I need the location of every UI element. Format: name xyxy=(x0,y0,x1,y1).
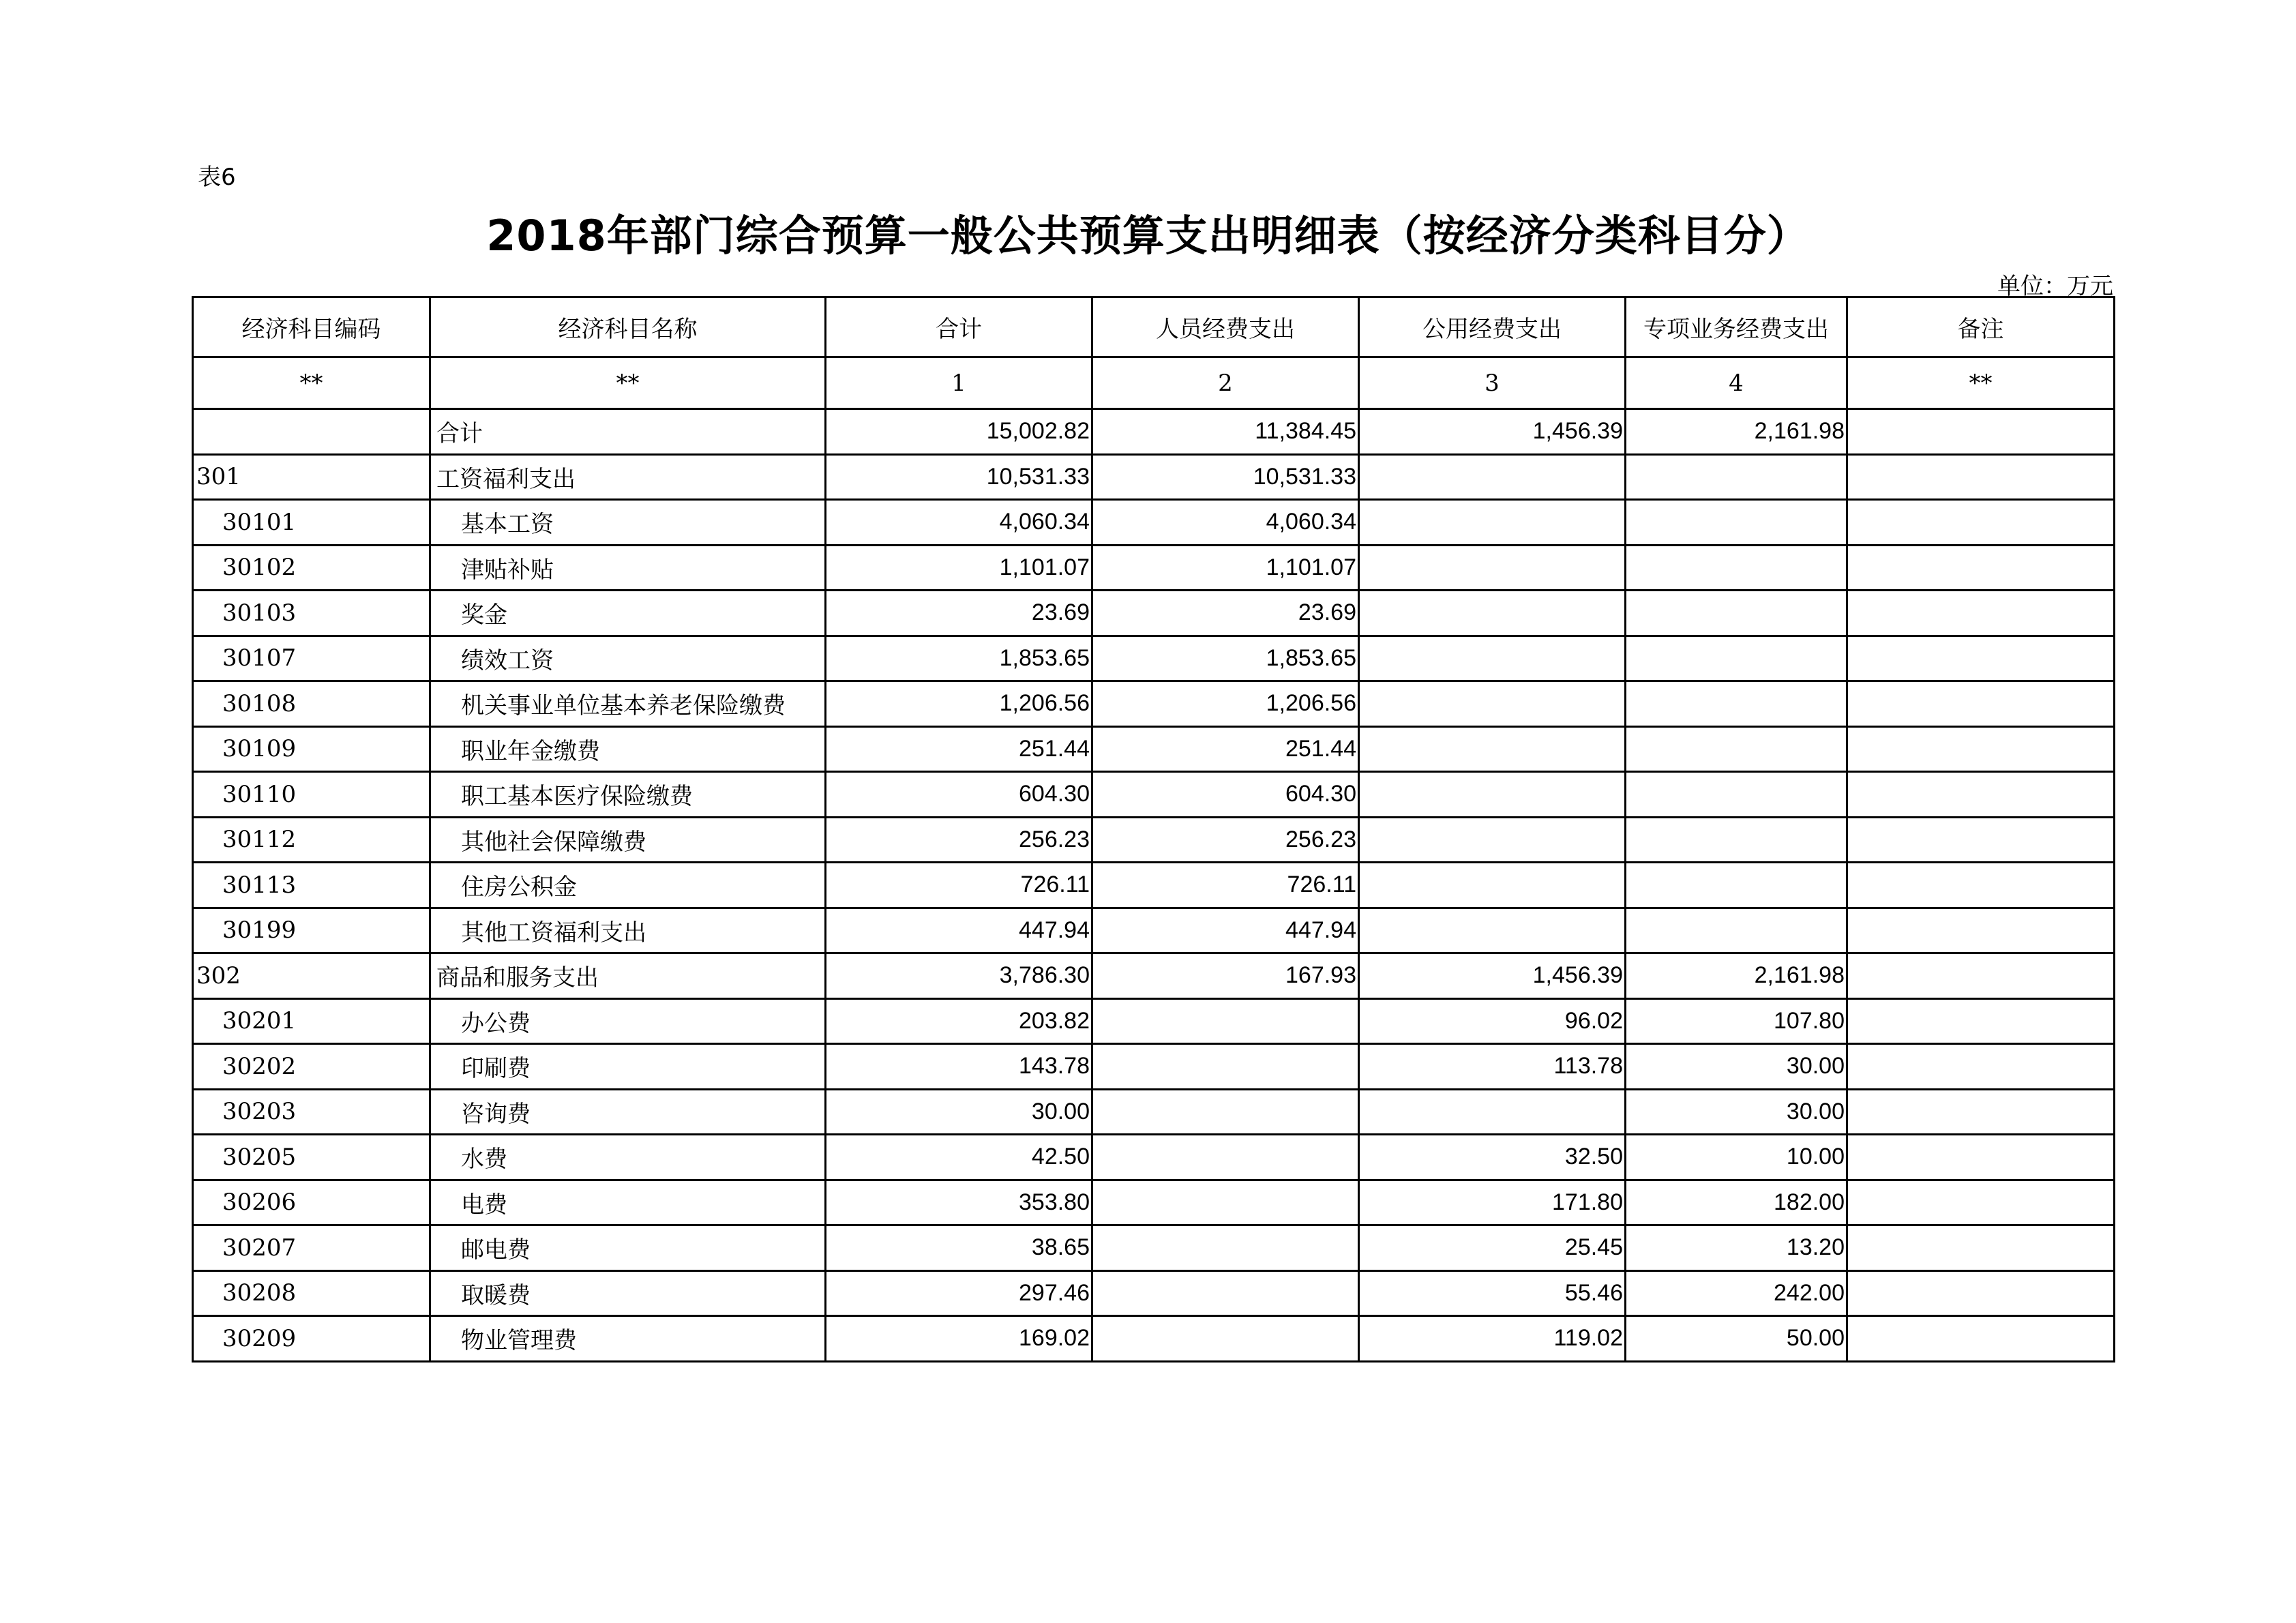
cell-total: 143.78 xyxy=(826,1044,1092,1090)
cell-special: 107.80 xyxy=(1626,998,1847,1044)
cell-public xyxy=(1359,454,1626,500)
cell-special xyxy=(1626,500,1847,546)
cell-note xyxy=(1847,908,2115,953)
cell-special: 2,161.98 xyxy=(1626,409,1847,455)
cell-personnel: 11,384.45 xyxy=(1092,409,1359,455)
cell-code: 30205 xyxy=(193,1135,430,1180)
table-row xyxy=(193,1225,2115,1271)
cell-name: 工资福利支出 xyxy=(430,454,826,500)
table-row xyxy=(193,863,2115,908)
cell-personnel: 251.44 xyxy=(1092,726,1359,772)
subheader-public: 3 xyxy=(1359,357,1626,409)
cell-public xyxy=(1359,726,1626,772)
cell-total: 169.02 xyxy=(826,1316,1092,1362)
table-row xyxy=(193,454,2115,500)
cell-personnel xyxy=(1092,1225,1359,1271)
cell-name: 咨询费 xyxy=(430,1089,826,1135)
cell-public: 25.45 xyxy=(1359,1225,1626,1271)
cell-code: 30107 xyxy=(193,636,430,681)
header-code: 经济科目编码 xyxy=(193,297,430,357)
cell-personnel xyxy=(1092,1135,1359,1180)
cell-public xyxy=(1359,1089,1626,1135)
subheader-total: 1 xyxy=(826,357,1092,409)
cell-name: 基本工资 xyxy=(430,500,826,546)
cell-total: 30.00 xyxy=(826,1089,1092,1135)
cell-personnel: 1,853.65 xyxy=(1092,636,1359,681)
subheader-row xyxy=(193,357,2115,409)
cell-note xyxy=(1847,1135,2115,1180)
cell-code xyxy=(193,409,430,455)
cell-personnel xyxy=(1092,1270,1359,1316)
cell-note xyxy=(1847,1225,2115,1271)
cell-name: 取暖费 xyxy=(430,1270,826,1316)
cell-special xyxy=(1626,545,1847,591)
cell-name: 商品和服务支出 xyxy=(430,953,826,999)
cell-name: 其他社会保障缴费 xyxy=(430,817,826,863)
cell-note xyxy=(1847,817,2115,863)
cell-special xyxy=(1626,681,1847,727)
cell-total: 203.82 xyxy=(826,998,1092,1044)
table-row xyxy=(193,1270,2115,1316)
cell-public xyxy=(1359,817,1626,863)
cell-public: 171.80 xyxy=(1359,1180,1626,1225)
header-special: 专项业务经费支出 xyxy=(1626,297,1847,357)
cell-code: 301 xyxy=(193,454,430,500)
cell-total: 1,101.07 xyxy=(826,545,1092,591)
cell-personnel xyxy=(1092,1089,1359,1135)
cell-total: 23.69 xyxy=(826,591,1092,636)
cell-note xyxy=(1847,726,2115,772)
header-name: 经济科目名称 xyxy=(430,297,826,357)
cell-note xyxy=(1847,591,2115,636)
cell-name: 合计 xyxy=(430,409,826,455)
cell-personnel: 604.30 xyxy=(1092,772,1359,818)
cell-personnel xyxy=(1092,1044,1359,1090)
cell-public: 1,456.39 xyxy=(1359,953,1626,999)
cell-note xyxy=(1847,953,2115,999)
cell-name: 印刷费 xyxy=(430,1044,826,1090)
cell-total: 726.11 xyxy=(826,863,1092,908)
subheader-note: ** xyxy=(1847,357,2115,409)
cell-code: 30113 xyxy=(193,863,430,908)
cell-note xyxy=(1847,998,2115,1044)
cell-special: 30.00 xyxy=(1626,1044,1847,1090)
table-row xyxy=(193,1044,2115,1090)
subheader-name: ** xyxy=(430,357,826,409)
cell-total: 1,206.56 xyxy=(826,681,1092,727)
table-row xyxy=(193,500,2115,546)
cell-code: 30203 xyxy=(193,1089,430,1135)
table-row xyxy=(193,591,2115,636)
cell-total: 38.65 xyxy=(826,1225,1092,1271)
cell-special: 13.20 xyxy=(1626,1225,1847,1271)
cell-personnel xyxy=(1092,1316,1359,1362)
subheader-code: ** xyxy=(193,357,430,409)
cell-public xyxy=(1359,591,1626,636)
cell-special xyxy=(1626,772,1847,818)
cell-total: 256.23 xyxy=(826,817,1092,863)
cell-total: 297.46 xyxy=(826,1270,1092,1316)
cell-note xyxy=(1847,1180,2115,1225)
table-row xyxy=(193,636,2115,681)
table-row xyxy=(193,545,2115,591)
table-row xyxy=(193,409,2115,455)
cell-name: 电费 xyxy=(430,1180,826,1225)
cell-special: 10.00 xyxy=(1626,1135,1847,1180)
cell-public: 55.46 xyxy=(1359,1270,1626,1316)
cell-special xyxy=(1626,636,1847,681)
cell-total: 15,002.82 xyxy=(826,409,1092,455)
table-row xyxy=(193,681,2115,727)
cell-code: 30108 xyxy=(193,681,430,727)
cell-code: 30102 xyxy=(193,545,430,591)
header-note: 备注 xyxy=(1847,297,2115,357)
cell-note xyxy=(1847,772,2115,818)
cell-special xyxy=(1626,817,1847,863)
cell-note xyxy=(1847,1270,2115,1316)
table-row xyxy=(193,953,2115,999)
cell-special xyxy=(1626,454,1847,500)
cell-total: 604.30 xyxy=(826,772,1092,818)
cell-name: 奖金 xyxy=(430,591,826,636)
cell-note xyxy=(1847,1089,2115,1135)
cell-note xyxy=(1847,454,2115,500)
subheader-personnel: 2 xyxy=(1092,357,1359,409)
table-row xyxy=(193,1180,2115,1225)
cell-note xyxy=(1847,545,2115,591)
header-total: 合计 xyxy=(826,297,1092,357)
cell-note xyxy=(1847,636,2115,681)
cell-public xyxy=(1359,545,1626,591)
cell-public xyxy=(1359,636,1626,681)
cell-public xyxy=(1359,863,1626,908)
cell-special: 182.00 xyxy=(1626,1180,1847,1225)
cell-public: 32.50 xyxy=(1359,1135,1626,1180)
cell-code: 30112 xyxy=(193,817,430,863)
cell-code: 302 xyxy=(193,953,430,999)
cell-name: 其他工资福利支出 xyxy=(430,908,826,953)
page-title: 2018年部门综合预算一般公共预算支出明细表（按经济分类科目分） xyxy=(486,211,1810,260)
cell-name: 水费 xyxy=(430,1135,826,1180)
cell-public xyxy=(1359,681,1626,727)
cell-personnel: 726.11 xyxy=(1092,863,1359,908)
cell-personnel: 1,101.07 xyxy=(1092,545,1359,591)
header-public: 公用经费支出 xyxy=(1359,297,1626,357)
cell-name: 住房公积金 xyxy=(430,863,826,908)
cell-name: 绩效工资 xyxy=(430,636,826,681)
cell-personnel: 10,531.33 xyxy=(1092,454,1359,500)
cell-total: 4,060.34 xyxy=(826,500,1092,546)
cell-special: 30.00 xyxy=(1626,1089,1847,1135)
cell-special: 50.00 xyxy=(1626,1316,1847,1362)
cell-total: 10,531.33 xyxy=(826,454,1092,500)
cell-public: 1,456.39 xyxy=(1359,409,1626,455)
cell-public xyxy=(1359,772,1626,818)
cell-code: 30101 xyxy=(193,500,430,546)
cell-note xyxy=(1847,409,2115,455)
table-row xyxy=(193,817,2115,863)
cell-personnel xyxy=(1092,998,1359,1044)
cell-code: 30209 xyxy=(193,1316,430,1362)
header-personnel: 人员经费支出 xyxy=(1092,297,1359,357)
cell-code: 30208 xyxy=(193,1270,430,1316)
subheader-special: 4 xyxy=(1626,357,1847,409)
unit-label: 单位：万元 xyxy=(1997,273,2113,300)
header-row xyxy=(193,297,2115,357)
cell-name: 办公费 xyxy=(430,998,826,1044)
cell-public xyxy=(1359,908,1626,953)
cell-special xyxy=(1626,726,1847,772)
cell-special xyxy=(1626,591,1847,636)
cell-code: 30199 xyxy=(193,908,430,953)
cell-name: 机关事业单位基本养老保险缴费 xyxy=(430,681,826,727)
cell-name: 邮电费 xyxy=(430,1225,826,1271)
cell-code: 30201 xyxy=(193,998,430,1044)
cell-name: 物业管理费 xyxy=(430,1316,826,1362)
cell-total: 251.44 xyxy=(826,726,1092,772)
table-row xyxy=(193,998,2115,1044)
cell-code: 30103 xyxy=(193,591,430,636)
table-label: 表6 xyxy=(198,164,236,191)
cell-code: 30207 xyxy=(193,1225,430,1271)
cell-total: 447.94 xyxy=(826,908,1092,953)
cell-special xyxy=(1626,908,1847,953)
cell-personnel: 447.94 xyxy=(1092,908,1359,953)
cell-total: 42.50 xyxy=(826,1135,1092,1180)
cell-name: 职业年金缴费 xyxy=(430,726,826,772)
cell-special: 2,161.98 xyxy=(1626,953,1847,999)
table-row xyxy=(193,908,2115,953)
cell-name: 津贴补贴 xyxy=(430,545,826,591)
table-row xyxy=(193,772,2115,818)
cell-total: 1,853.65 xyxy=(826,636,1092,681)
cell-name: 职工基本医疗保险缴费 xyxy=(430,772,826,818)
cell-note xyxy=(1847,863,2115,908)
cell-code: 30202 xyxy=(193,1044,430,1090)
budget-table xyxy=(192,296,2115,1363)
cell-code: 30206 xyxy=(193,1180,430,1225)
table-row xyxy=(193,726,2115,772)
cell-note xyxy=(1847,1316,2115,1362)
cell-personnel: 1,206.56 xyxy=(1092,681,1359,727)
table-row xyxy=(193,1135,2115,1180)
cell-code: 30109 xyxy=(193,726,430,772)
cell-personnel: 23.69 xyxy=(1092,591,1359,636)
cell-special xyxy=(1626,863,1847,908)
cell-personnel: 256.23 xyxy=(1092,817,1359,863)
cell-public: 96.02 xyxy=(1359,998,1626,1044)
cell-special: 242.00 xyxy=(1626,1270,1847,1316)
cell-personnel: 4,060.34 xyxy=(1092,500,1359,546)
cell-total: 3,786.30 xyxy=(826,953,1092,999)
cell-public xyxy=(1359,500,1626,546)
cell-total: 353.80 xyxy=(826,1180,1092,1225)
cell-personnel: 167.93 xyxy=(1092,953,1359,999)
cell-note xyxy=(1847,1044,2115,1090)
cell-note xyxy=(1847,500,2115,546)
table-row xyxy=(193,1316,2115,1362)
cell-public: 119.02 xyxy=(1359,1316,1626,1362)
table-row xyxy=(193,1089,2115,1135)
cell-code: 30110 xyxy=(193,772,430,818)
cell-personnel xyxy=(1092,1180,1359,1225)
cell-note xyxy=(1847,681,2115,727)
cell-public: 113.78 xyxy=(1359,1044,1626,1090)
